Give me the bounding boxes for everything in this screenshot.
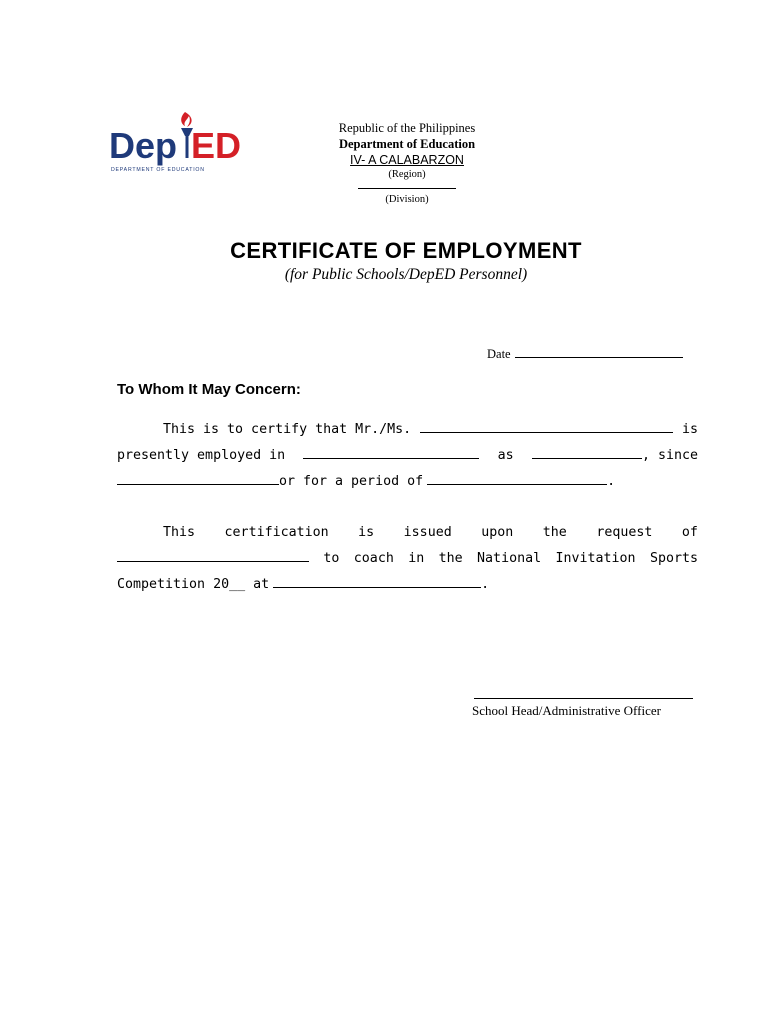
signature-label: School Head/Administrative Officer	[472, 703, 661, 718]
word: This	[163, 525, 196, 540]
signature-line	[474, 698, 693, 699]
republic-line: Republic of the Philippines	[338, 121, 476, 135]
word: in	[408, 551, 425, 566]
word: Invitation	[555, 551, 636, 566]
school-blank	[303, 445, 479, 459]
since-text: , since	[641, 448, 698, 463]
word: upon	[481, 525, 514, 540]
venue-end: .	[481, 577, 490, 592]
venue-blank	[273, 574, 481, 588]
date-blank	[515, 345, 683, 358]
region-label: (Region)	[388, 169, 426, 180]
word: of	[681, 525, 698, 540]
salutation: To Whom It May Concern:	[117, 381, 301, 398]
date-row	[487, 345, 683, 362]
certificate-subtitle: (for Public Schools/DepED Personnel)	[284, 266, 528, 283]
date-label: Date	[487, 347, 511, 361]
employed-text: presently employed in	[117, 448, 286, 463]
position-blank	[532, 445, 642, 459]
division-blank	[358, 188, 456, 189]
word: is	[358, 525, 375, 540]
logo-ed-text: ED	[191, 125, 242, 166]
logo-tagline: DEPARTMENT OF EDUCATION	[111, 167, 205, 173]
as-text: as	[497, 448, 514, 463]
paragraph-request	[117, 520, 698, 598]
logo-dep-text: Dep	[109, 125, 178, 166]
paragraph-line	[117, 520, 698, 546]
word: certification	[224, 525, 329, 540]
since-date-blank	[117, 471, 279, 485]
period-blank	[427, 471, 607, 485]
word: National	[477, 551, 542, 566]
letterhead	[307, 120, 507, 207]
certify-text: This is to certify that Mr./Ms.	[163, 422, 412, 437]
requester-blank	[117, 548, 309, 562]
name-blank	[420, 419, 673, 433]
word: the	[542, 525, 567, 540]
deped-logo	[107, 108, 252, 176]
paragraph-line	[117, 546, 698, 572]
division-label: (Division)	[385, 194, 429, 205]
paragraph-line	[117, 417, 698, 443]
word: to	[323, 551, 340, 566]
paragraph-certify	[117, 417, 698, 495]
paragraph-line	[117, 443, 698, 469]
competition-text: Competition 20__ at	[117, 577, 270, 592]
is-text: is	[681, 422, 698, 437]
paragraph-line	[117, 572, 698, 598]
word: the	[438, 551, 463, 566]
region-name: IV- A CALABARZON	[350, 153, 464, 167]
period-end: .	[607, 474, 616, 489]
paragraph-line	[117, 469, 698, 495]
department-line: Department of Education	[338, 137, 476, 151]
word: request	[596, 525, 653, 540]
period-text: or for a period of	[279, 474, 424, 489]
word: Sports	[649, 551, 698, 566]
certificate-title: CERTIFICATE OF EMPLOYMENT	[230, 238, 582, 263]
word: issued	[403, 525, 452, 540]
word: coach	[353, 551, 394, 566]
